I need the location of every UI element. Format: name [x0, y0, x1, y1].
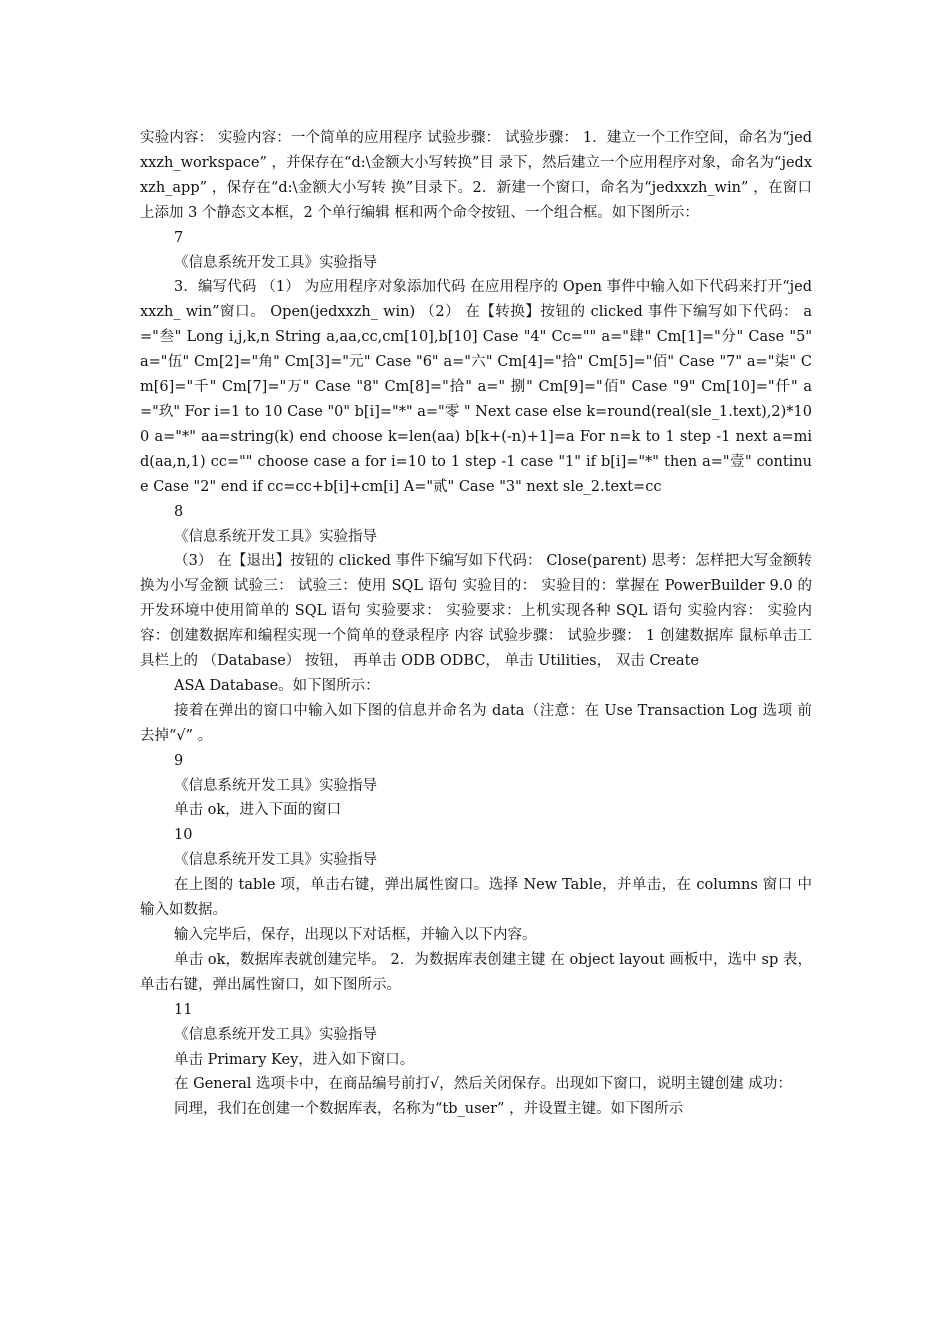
paragraph-data-name: 接着在弹出的窗口中输入如下图的信息并命名为 data（注意：在 Use Transaction Log 选项 前去掉“√” 。	[140, 702, 812, 744]
page-header-title: 《信息系统开发工具》实验指导	[174, 852, 377, 869]
page-header-title: 《信息系统开发工具》实验指导	[174, 777, 377, 794]
paragraph-tb-user: 同理，我们在创建一个数据库表，名称为“tb_user” ，并设置主键。如下图所示	[174, 1101, 684, 1118]
paragraph-primary-key: 单击 ok，数据库表就创建完毕。 2．为数据库表创建主键 在 object layout 画板中，选中 sp 表，单击右键，弹出属性窗口，如下图所示。	[140, 951, 812, 993]
page-number: 11	[174, 1001, 193, 1018]
page-header-title: 《信息系统开发工具》实验指导	[174, 254, 377, 271]
page-number: 7	[174, 229, 184, 246]
paragraph-save: 输入完毕后，保存，出现以下对话框，并输入以下内容。	[174, 927, 537, 943]
paragraph-click-ok: 单击 ok，进入下面的窗口	[174, 802, 342, 819]
paragraph-intro: 实验内容： 实验内容：一个简单的应用程序 试验步骤： 试验步骤： 1．建立一个工作空间，命名为“jedxxzh_workspace” ，并保存在“d:\金额大小写转换”目 录下，然后建立一个应用程序对象，命名为“jedxxzh_app” ，保存在“d:\金额大小写转 换”目录下。2．新建一个窗口，命名为“jedxxzh_win” ，在窗口上添加 3 个静态文本框，2 个单行编辑 框和两个命令按钮、一个组合框。如下图所示：	[140, 130, 812, 221]
paragraph-general-tab: 在 General 选项卡中，在商品编号前打√，然后关闭保存。出现如下窗口，说明主键创建 成功：	[174, 1076, 792, 1093]
paragraph-asa-database: ASA Database。如下图所示：	[174, 677, 380, 694]
page-number: 10	[174, 827, 193, 844]
paragraph-experiment-three: （3） 在【退出】按钮的 clicked 事件下编写如下代码： Close(parent) 思考：怎样把大写金额转换为小写金额 试验三： 试验三：使用 SQL 语句 实验目的： 实验目的：掌握在 PowerBuilder 9.0 的开发环境中使用简单的 SQL 语句 实验要求： 实验要求：上机实现各种 SQL 语句 实验内容： 实验内容：创建数据库和编程实现一个简单的登录程序 内容 试验步骤： 试验步骤： 1 创建数据库 鼠标单击工具栏上的 （Database） 按钮， 再单击 ODB ODBC， 单击 Utilities， 双击 Create	[140, 553, 812, 670]
paragraph-new-table: 在上图的 table 项，单击右键，弹出属性窗口。选择 New Table，并单击，在 columns 窗口 中输入如数据。	[140, 877, 812, 919]
page-number: 8	[174, 503, 184, 520]
paragraph-code: 3．编写代码 （1） 为应用程序对象添加代码 在应用程序的 Open 事件中输入如下代码来打开“jedxxzh_ win”窗口。 Open(jedxxzh_ win) （2） 在【转换】按钮的 clicked 事件下编写如下代码： a="叁" Long i,j,k,n String a,aa,cc,cm[10],b[10] Case "4" Cc="" a="肆" Cm[1]="分" Case "5" a="伍" Cm[2]="角" Cm[3]="元" Case "6" a="六" Cm[4]="拾" Cm[5]="佰" Case "7" a="柒" Cm[6]="千" Cm[7]="万" Case "8" Cm[8]="拾" a=" 捌" Cm[9]="佰" Case "9" Cm[10]="仟" a="玖" For i=1 to 10 Case "0" b[i]="*" a="零 " Next case else k=round(real(sle_1.text),2)*100 a="*" aa=string(k) end choose k=len(aa) b[k+(-n)+1]=a For n=k to 1 step -1 next a=mid(aa,n,1) cc="" choose case a for i=10 to 1 step -1 case "1" if b[i]="*" then a="壹" continue Case "2" end if cc=cc+b[i]+cm[i] A="贰" Case "3" next sle_2.text=cc	[140, 279, 812, 495]
page-header-title: 《信息系统开发工具》实验指导	[174, 528, 377, 545]
page-number: 9	[174, 752, 184, 769]
page-header-title: 《信息系统开发工具》实验指导	[174, 1026, 377, 1043]
document-page	[140, 126, 812, 1122]
paragraph-click-primary-key: 单击 Primary Key，进入如下窗口。	[174, 1051, 415, 1068]
